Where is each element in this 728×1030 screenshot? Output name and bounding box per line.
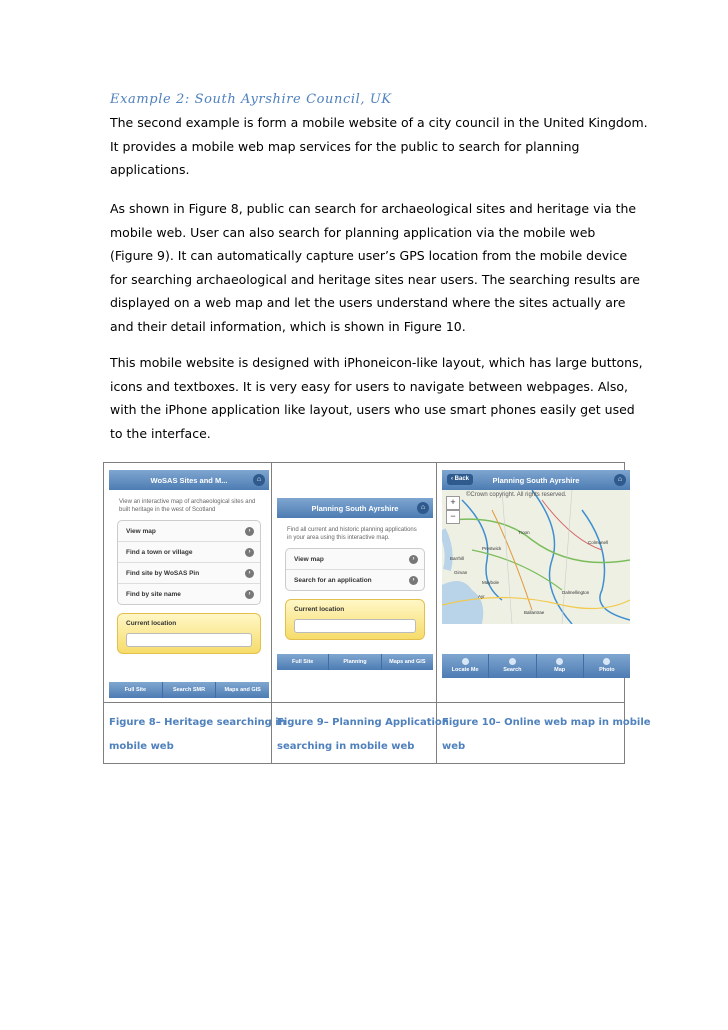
figure-8-screenshot xyxy=(109,470,269,698)
bottom-tab-bar xyxy=(442,654,630,678)
text-line: This mobile website is designed with iPhoneicon-like layout, which has large buttons, xyxy=(110,355,643,370)
intro-text: View an interactive map of archaeological sites and built heritage in the west of Scotland xyxy=(119,499,256,513)
map-label: Colmonell xyxy=(588,540,609,545)
text-line: displayed on a web map and let the users understand where the sites actually are xyxy=(110,295,626,310)
paragraph-1 xyxy=(110,111,648,182)
menu-item-label: Find site by WoSAS Pin xyxy=(126,569,200,577)
map-label: Maybole xyxy=(482,580,500,585)
tab-map[interactable] xyxy=(537,654,584,678)
row-divider xyxy=(104,702,624,703)
chevron-right-icon: › xyxy=(245,548,254,557)
menu-item-find-pin[interactable] xyxy=(118,563,260,584)
app-title: Planning South Ayrshire xyxy=(311,503,399,513)
current-location-panel xyxy=(285,599,425,640)
menu-item-view-map[interactable] xyxy=(118,521,260,542)
map-label: Troon xyxy=(518,530,530,535)
figure-table xyxy=(103,462,651,764)
current-location-input[interactable] xyxy=(294,619,416,633)
paragraph-3 xyxy=(110,351,643,445)
chevron-right-icon: › xyxy=(245,569,254,578)
menu-item-label: Find by site name xyxy=(126,590,181,598)
map-label: Prestwick xyxy=(482,546,502,551)
menu-item-view-map[interactable] xyxy=(286,549,424,570)
caption-line: Figure 8– Heritage searching in xyxy=(109,717,286,728)
tab-photo[interactable] xyxy=(584,654,630,678)
tab-label: Search xyxy=(503,667,522,673)
map-terrain xyxy=(442,490,630,624)
zoom-in-icon[interactable]: + xyxy=(446,496,460,510)
figure-8-caption xyxy=(109,711,286,759)
app-title-bar xyxy=(109,470,269,490)
search-icon xyxy=(509,658,516,665)
text-line: applications. xyxy=(110,162,190,177)
menu-item-label: View map xyxy=(126,527,156,535)
caption-line: Figure 10– Online web map in mobile xyxy=(442,717,651,728)
current-location-label: Current location xyxy=(126,620,177,627)
current-location-label: Current location xyxy=(294,606,345,613)
tab-maps-gis[interactable]: Maps and GIS xyxy=(224,687,261,693)
locate-icon xyxy=(462,658,469,665)
map-label: Girvan xyxy=(454,570,468,575)
bottom-tab-bar xyxy=(109,682,269,698)
map-label: Barrhill xyxy=(450,556,465,561)
section-heading: Example 2: South Ayrshire Council, UK xyxy=(110,92,392,107)
text-line: for searching archaeological and heritage sites near users. The searching results are xyxy=(110,271,640,287)
text-line: mobile web. User can also search for planning application via the mobile web xyxy=(110,224,596,240)
tab-search[interactable] xyxy=(489,654,536,678)
bottom-tab-bar xyxy=(277,654,433,670)
figure-10-screenshot xyxy=(442,470,630,678)
chevron-right-icon: › xyxy=(245,590,254,599)
caption-line: web xyxy=(442,741,466,752)
caption-line: searching in mobile web xyxy=(277,741,415,752)
text-line: to the interface. xyxy=(110,425,211,441)
figure-9-screenshot xyxy=(277,498,433,670)
home-icon[interactable]: ⌂ xyxy=(417,502,429,514)
text-line: (Figure 9). It can automatically capture user’s GPS location from the mobile device xyxy=(110,248,628,263)
chevron-right-icon: › xyxy=(245,527,254,536)
tab-full-site[interactable]: Full Site xyxy=(109,682,163,698)
tab-locate-me[interactable] xyxy=(442,654,489,678)
app-title: Planning South Ayrshire xyxy=(492,475,580,485)
tab-maps-gis[interactable]: Maps and GIS xyxy=(389,659,426,665)
caption-line: mobile web xyxy=(109,741,174,752)
tab-search-smr[interactable]: Search SMR xyxy=(163,682,217,698)
map-icon xyxy=(556,658,563,665)
tab-label: Photo xyxy=(599,667,615,673)
menu-list xyxy=(285,548,425,591)
menu-list xyxy=(117,520,261,605)
app-title: WoSAS Sites and M... xyxy=(150,475,228,485)
text-line: icons and textboxes. It is very easy for users to navigate between webpages. Also, xyxy=(110,378,629,394)
map-label: Dalmellington xyxy=(562,590,590,595)
text-line: with the iPhone application like layout, users who use smart phones easily get used xyxy=(110,402,635,417)
figure-10-caption xyxy=(442,711,651,759)
back-label: Back xyxy=(454,476,470,482)
map-view[interactable] xyxy=(442,490,630,624)
map-label: Ballantrae xyxy=(524,610,545,615)
paragraph-2 xyxy=(110,197,640,338)
app-title-bar xyxy=(442,470,630,490)
text-line: The second example is form a mobile website of a city council in the United Kingdom. xyxy=(110,115,648,130)
menu-item-search-application[interactable] xyxy=(286,570,424,590)
back-button[interactable]: ‹ Back xyxy=(447,474,473,485)
caption-line: Figure 9– Planning Application xyxy=(277,717,449,728)
figure-9-caption xyxy=(277,711,449,759)
text-line: It provides a mobile web map services for the public to search for planning xyxy=(110,138,580,154)
intro-text: Find all current and historic planning applications in your area using this interactive map. xyxy=(287,527,417,541)
tab-label: Locate Me xyxy=(451,667,479,673)
tab-planning[interactable]: Planning xyxy=(329,654,381,670)
menu-item-label: Find a town or village xyxy=(126,548,193,556)
map-copyright: ©Crown copyright. All rights reserved. xyxy=(466,492,567,498)
current-location-input[interactable] xyxy=(126,633,252,647)
zoom-out-icon[interactable]: − xyxy=(446,510,460,524)
photo-icon xyxy=(603,658,610,665)
text-line: As shown in Figure 8, public can search for archaeological sites and heritage via the xyxy=(110,201,637,216)
tab-full-site[interactable]: Full Site xyxy=(277,654,329,670)
menu-item-label: Search for an application xyxy=(294,576,372,584)
menu-item-find-site-name[interactable] xyxy=(118,584,260,604)
menu-item-find-town[interactable] xyxy=(118,542,260,563)
chevron-right-icon: › xyxy=(409,555,418,564)
text-line: and their detail information, which is shown in Figure 10. xyxy=(110,318,466,334)
menu-item-label: View map xyxy=(294,555,324,563)
chevron-right-icon: › xyxy=(409,576,418,585)
current-location-panel xyxy=(117,613,261,654)
home-icon[interactable]: ⌂ xyxy=(253,474,265,486)
app-title-bar xyxy=(277,498,433,518)
map-label: Ayr xyxy=(478,594,485,599)
tab-label: Map xyxy=(554,667,566,673)
home-icon[interactable]: ⌂ xyxy=(614,474,626,486)
